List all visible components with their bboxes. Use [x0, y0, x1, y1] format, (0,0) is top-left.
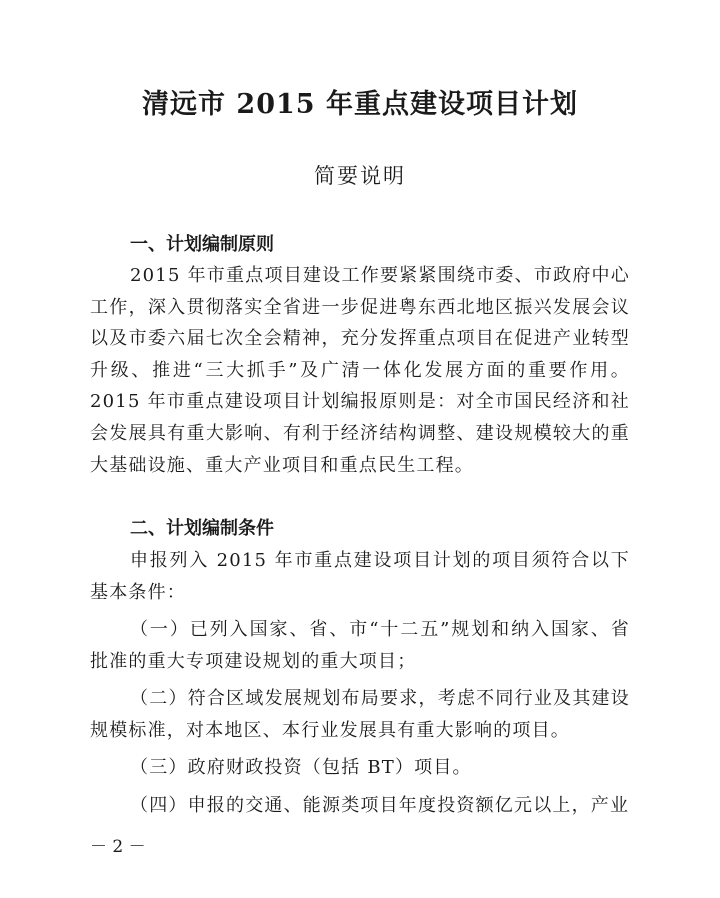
page-number: － 2 －: [90, 837, 146, 857]
condition-item-1: （一）已列入国家、省、市“十二五”规划和纳入国家、省批准的重大专项建设规划的重大项目；: [90, 619, 630, 672]
section-heading-principles: 一、计划编制原则: [130, 234, 274, 255]
section-conditions-intro: 申报列入 2015 年市重点建设项目计划的项目须符合以下基本条件：: [90, 550, 630, 603]
document-title: 清远市 2015 年重点建设项目计划: [142, 89, 578, 120]
condition-item-3: （三）政府财政投资（包括 BT）项目。: [130, 757, 472, 778]
document-subtitle: 简要说明: [314, 164, 406, 188]
condition-item-2: （二）符合区域发展规划布局要求，考虑不同行业及其建设规模标准，对本地区、本行业发展具有重大影响的项目。: [90, 688, 630, 741]
section-principles-paragraph: 2015 年市重点项目建设工作要紧紧围绕市委、市政府中心工作，深入贯彻落实全省进一步促进粤东西北地区振兴发展会议以及市委六届七次全会精神，充分发挥重点项目在促进产业转型升级、推进“三大抓手”及广清一体化发展方面的重要作用。2015 年市重点建设项目计划编报原则是：对全市国民经济和社会发展具有重大影响、有利于经济结构调整、建设规模较大的重大基础设施、重大产业项目和重点民生工程。: [90, 265, 630, 476]
section-heading-conditions: 二、计划编制条件: [130, 518, 274, 539]
condition-item-4: （四）申报的交通、能源类项目年度投资额亿元以上，产业: [130, 795, 630, 816]
